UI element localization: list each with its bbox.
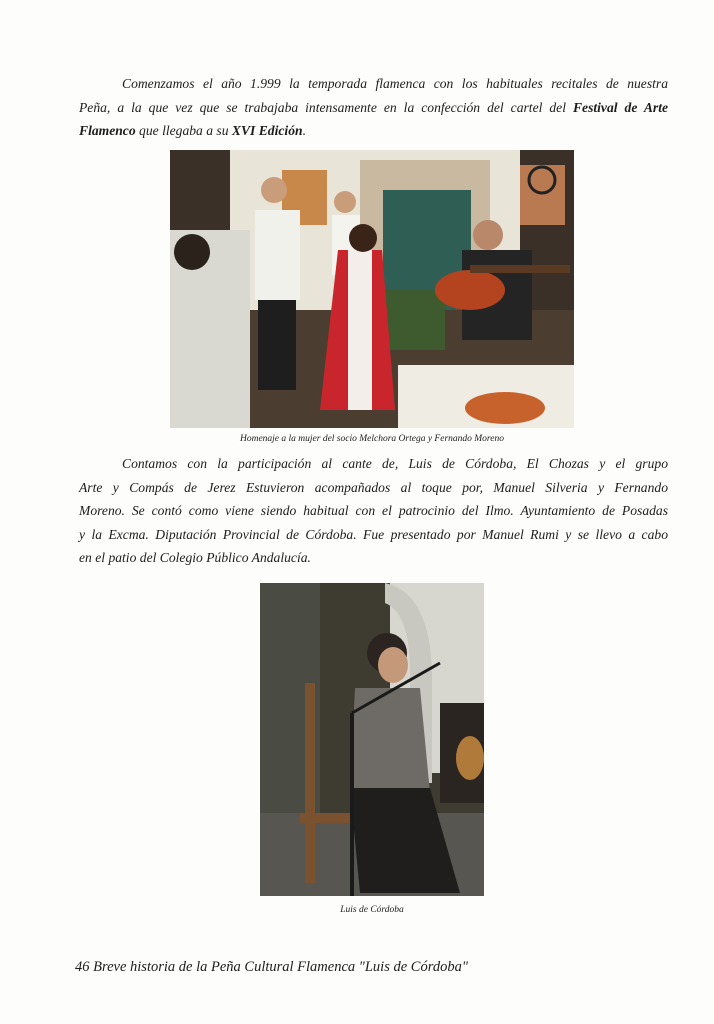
festival-name-bold: Festival de Arte [572, 99, 669, 115]
paragraph-line: Comenzamos el año 1.999 la temporada flamenca con los habituales recitales de nuestra [122, 76, 668, 91]
paragraph-line: Arte y Compás de Jerez Estuvieron acompañados al toque por, Manuel Silveria y Fernando [79, 479, 668, 495]
singer-portrait-photo [260, 583, 484, 896]
photo-caption: Homenaje a la mujer del socio Melchora Ortega y Fernando Moreno [239, 434, 504, 444]
photo-caption: Luis de Córdoba [340, 905, 404, 915]
paragraph-line: en el patio del Colegio Público Andalucía. [79, 550, 311, 565]
intro-paragraph [79, 72, 668, 143]
participants-paragraph [79, 452, 668, 570]
paragraph-line: Peña, a la que vez que se trabajaba intensamente en la confección del cartel del Festival de Arte [79, 99, 669, 115]
paragraph-line: Flamenco que llegaba a su XVI Edición. [79, 123, 306, 138]
paragraph-line: Contamos con la participación al cante de, Luis de Córdoba, El Chozas y el grupo [122, 456, 668, 471]
flamenco-performance-photo [170, 150, 574, 428]
paragraph-line: y la Excma. Diputación Provincial de Córdoba. Fue presentado por Manuel Rumi y se llevo a cabo [79, 526, 668, 542]
paragraph-line: Moreno. Se contó como viene siendo habitual con el patrocinio del Ilmo. Ayuntamiento de Posadas [79, 503, 668, 518]
page-footer: 46 Breve historia de la Peña Cultural Flamenca "Luis de Córdoba" [75, 959, 468, 975]
edition-bold: XVI Edición [231, 123, 303, 138]
festival-name-bold: Flamenco [79, 123, 136, 138]
